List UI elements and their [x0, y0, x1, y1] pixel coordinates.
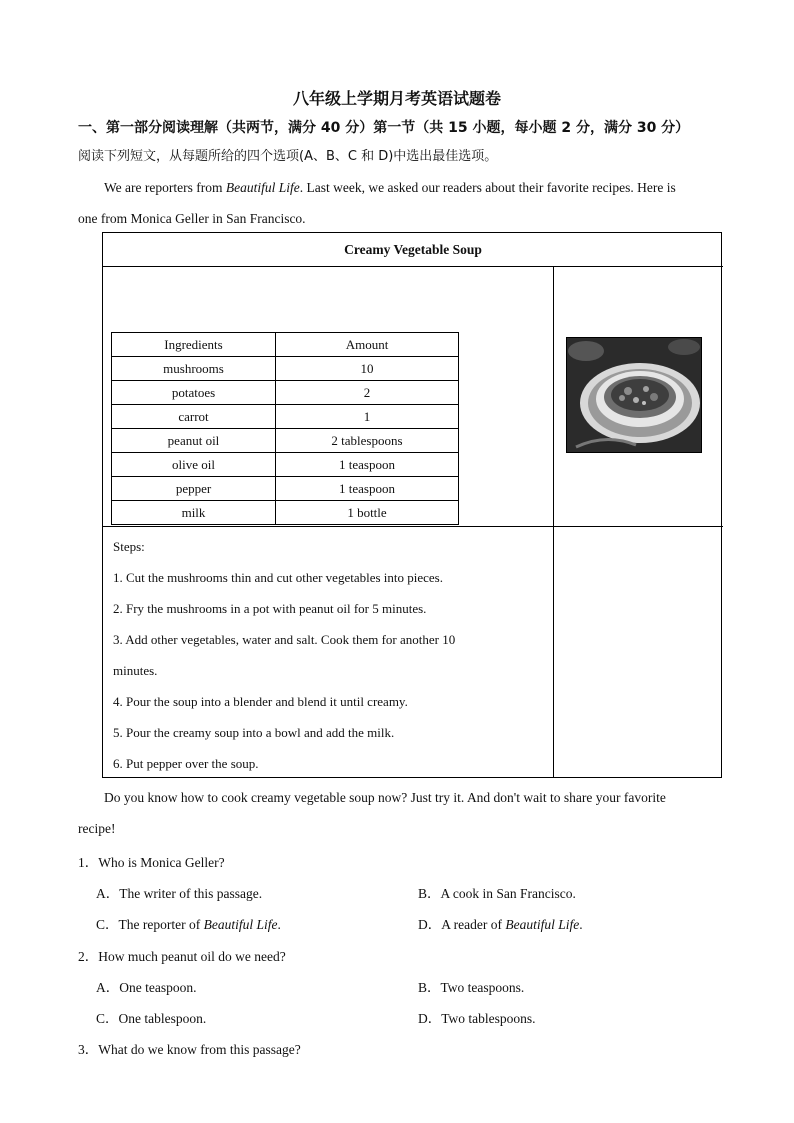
- intro-text-b: . Last week, we asked our readers about their favorite recipes. Here is: [299, 180, 676, 195]
- ingredient-name: peanut oil: [112, 429, 276, 453]
- page-title: 八年级上学期月考英语试题卷: [292, 89, 501, 108]
- question-2-stem: 2．How much peanut oil do we need?: [78, 949, 286, 964]
- ingredient-amount: 1 teaspoon: [276, 453, 459, 477]
- table-row: [112, 381, 459, 405]
- ingredient-name: pepper: [112, 477, 276, 501]
- steps-label: Steps:: [113, 539, 145, 554]
- row-divider: [103, 526, 723, 527]
- step-item: 4. Pour the soup into a blender and blend it until creamy.: [113, 694, 408, 709]
- recipe-box: [102, 232, 722, 778]
- table-row: [112, 501, 459, 525]
- ingredient-amount: 10: [276, 357, 459, 381]
- ingredient-amount: 2 tablespoons: [276, 429, 459, 453]
- section-heading: 一、第一部分阅读理解（共两节，满分 40 分）第一节（共 15 小题，每小题 2 分，满分 30 分）: [78, 120, 690, 136]
- closing-line1: Do you know how to cook creamy vegetable soup now? Just try it. And don't wait to share your favorite: [104, 790, 666, 805]
- question-2-option-c[interactable]: C．One tablespoon.: [96, 1011, 207, 1026]
- question-1-option-d[interactable]: [418, 913, 583, 933]
- question-1-option-c[interactable]: [96, 913, 281, 933]
- ingredient-name: olive oil: [112, 453, 276, 477]
- ingredient-amount: 1 teaspoon: [276, 477, 459, 501]
- column-divider: [553, 267, 554, 777]
- step-item: minutes.: [113, 663, 158, 678]
- question-2-option-a[interactable]: A．One teaspoon.: [96, 980, 197, 995]
- recipe-title: Creamy Vegetable Soup: [103, 233, 723, 267]
- table-row: [112, 429, 459, 453]
- question-2-option-d[interactable]: D．Two tablespoons.: [418, 1011, 536, 1026]
- option-text: .: [579, 917, 583, 932]
- step-item: 2. Fry the mushrooms in a pot with peanut oil for 5 minutes.: [113, 601, 427, 616]
- magazine-name: Beautiful Life: [225, 180, 300, 195]
- step-item: 1. Cut the mushrooms thin and cut other vegetables into pieces.: [113, 570, 443, 585]
- ingredient-name: potatoes: [112, 381, 276, 405]
- option-italic-text: Beautiful Life: [203, 917, 278, 932]
- ingredients-table: [111, 332, 459, 525]
- ingredient-amount: 2: [276, 381, 459, 405]
- ingredient-name: mushrooms: [112, 357, 276, 381]
- step-item: 3. Add other vegetables, water and salt. Cook them for another 10: [113, 632, 456, 647]
- ingredient-amount: 1 bottle: [276, 501, 459, 525]
- table-row: [112, 453, 459, 477]
- table-row: [112, 357, 459, 381]
- column-header: Amount: [276, 333, 459, 357]
- step-item: 6. Put pepper over the soup.: [113, 756, 259, 771]
- closing-line2: recipe!: [78, 821, 116, 836]
- option-italic-text: Beautiful Life: [505, 917, 580, 932]
- steps-block: [113, 531, 543, 779]
- table-header-row: [112, 333, 459, 357]
- intro-text-line2: one from Monica Geller in San Francisco.: [78, 211, 306, 226]
- table-row: [112, 405, 459, 429]
- option-text: .: [277, 917, 281, 932]
- question-2-option-b[interactable]: B．Two teaspoons.: [418, 980, 525, 995]
- step-item: 5. Pour the creamy soup into a bowl and add the milk.: [113, 725, 395, 740]
- soup-bowl-photo: [566, 337, 702, 453]
- closing-paragraph: [78, 782, 728, 844]
- ingredient-name: carrot: [112, 405, 276, 429]
- question-3-stem: 3．What do we know from this passage?: [78, 1042, 301, 1057]
- ingredient-name: milk: [112, 501, 276, 525]
- intro-text-a: We are reporters from: [104, 180, 226, 195]
- question-1-stem: 1．Who is Monica Geller?: [78, 855, 225, 870]
- intro-paragraph: [78, 172, 728, 234]
- question-1-option-b[interactable]: B．A cook in San Francisco.: [418, 886, 576, 901]
- option-text: C．The reporter of: [96, 917, 204, 932]
- instruction-text: 阅读下列短文，从每题所给的四个选项(A、B、C 和 D)中选出最佳选项。: [78, 149, 498, 164]
- question-1-option-a[interactable]: A．The writer of this passage.: [96, 886, 263, 901]
- table-row: [112, 477, 459, 501]
- option-text: D．A reader of: [418, 917, 506, 932]
- column-header: Ingredients: [112, 333, 276, 357]
- ingredient-amount: 1: [276, 405, 459, 429]
